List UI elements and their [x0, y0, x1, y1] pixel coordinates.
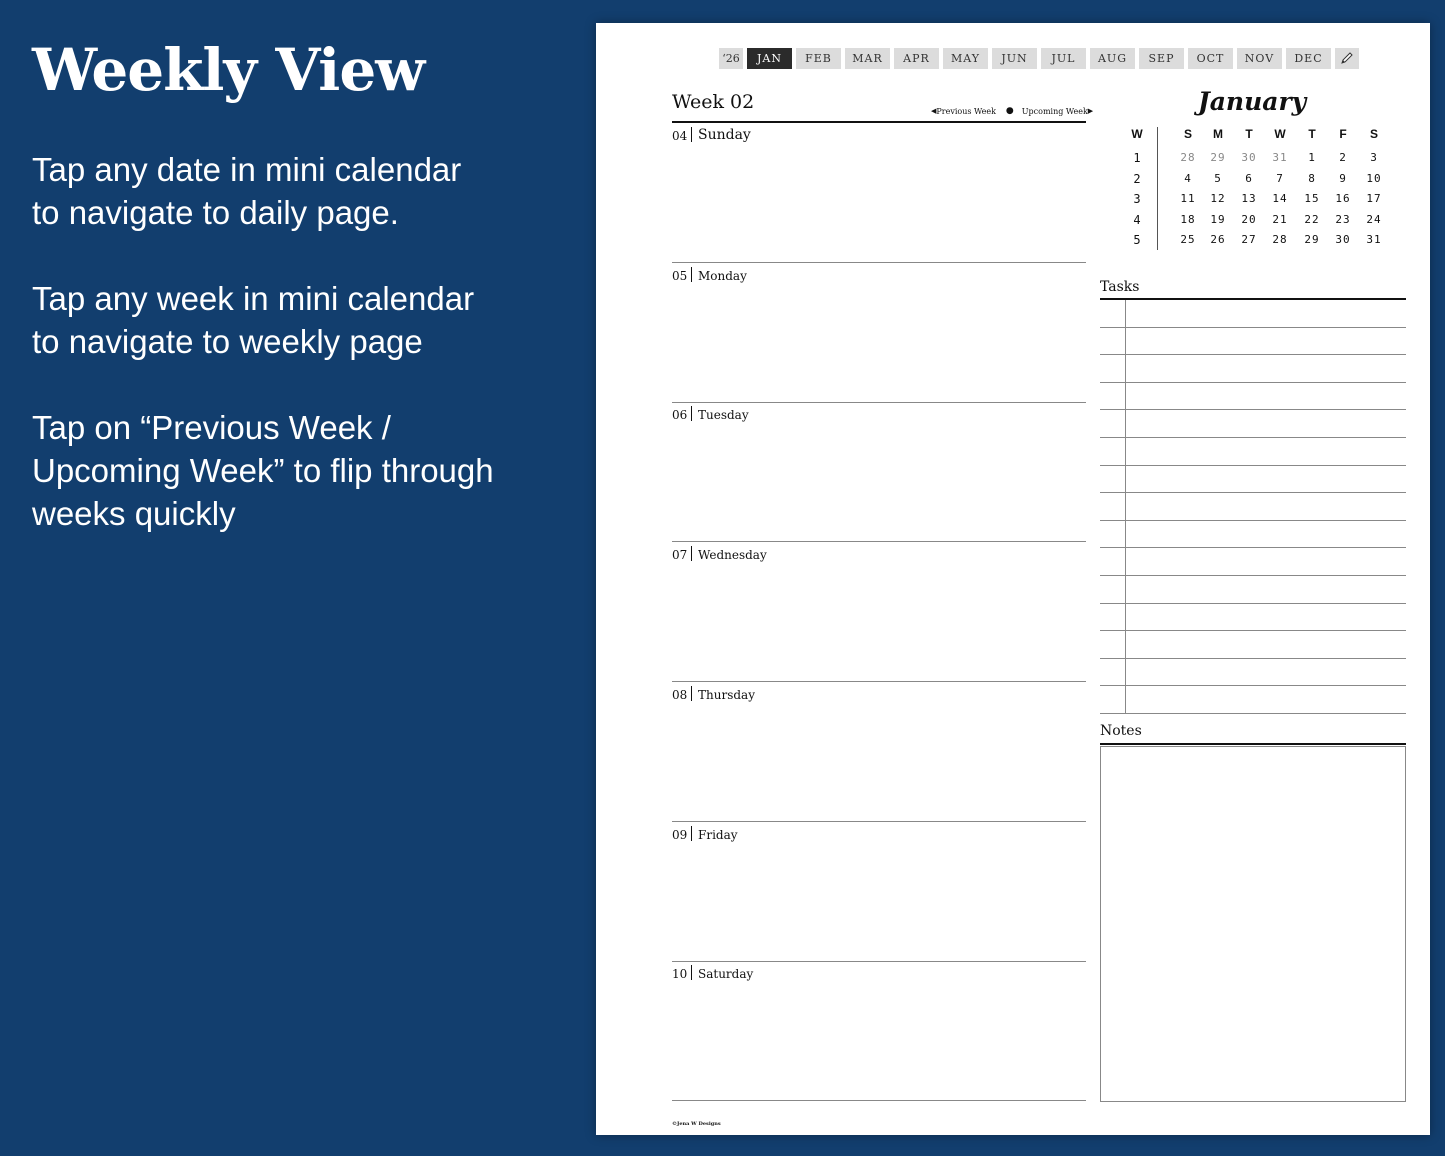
- mini-calendar-date[interactable]: 14: [1272, 192, 1288, 206]
- mini-calendar-date[interactable]: 5: [1214, 171, 1222, 185]
- task-row[interactable]: [1100, 604, 1406, 632]
- task-checkbox[interactable]: [1100, 548, 1126, 575]
- month-tab-nov[interactable]: NOV: [1237, 48, 1282, 69]
- tasks-list: [1100, 300, 1406, 714]
- mini-calendar-day-header: M: [1213, 127, 1223, 141]
- mini-calendar-date[interactable]: 11: [1180, 192, 1196, 206]
- mini-calendar-date[interactable]: 31: [1272, 151, 1288, 164]
- month-tabs: [719, 48, 1359, 69]
- task-row[interactable]: [1100, 383, 1406, 411]
- mini-calendar-day-header: S: [1183, 127, 1192, 141]
- day-section[interactable]: [672, 402, 1086, 542]
- mini-calendar-date[interactable]: 29: [1304, 233, 1320, 247]
- month-tab-oct[interactable]: OCT: [1188, 48, 1233, 69]
- mini-calendar-date[interactable]: 20: [1241, 212, 1257, 226]
- notes-title: Notes: [1100, 723, 1142, 739]
- week-title: Week 02: [672, 91, 755, 113]
- task-row[interactable]: [1100, 438, 1406, 466]
- week-navigation: [931, 106, 1093, 116]
- day-section[interactable]: [672, 682, 1086, 822]
- mini-calendar-date[interactable]: 6: [1245, 171, 1253, 185]
- mini-calendar-date[interactable]: 22: [1304, 212, 1320, 226]
- task-checkbox[interactable]: [1100, 300, 1126, 327]
- day-divider: [691, 826, 692, 841]
- mini-calendar-date[interactable]: 13: [1241, 192, 1257, 206]
- day-divider: [691, 686, 692, 701]
- task-checkbox[interactable]: [1100, 328, 1126, 355]
- mini-calendar-date[interactable]: 24: [1366, 212, 1382, 226]
- day-section[interactable]: [672, 263, 1086, 403]
- mini-calendar-date[interactable]: 28: [1180, 151, 1196, 164]
- mini-calendar-date[interactable]: 18: [1180, 212, 1196, 226]
- day-section[interactable]: [672, 123, 1086, 263]
- day-name: Sunday: [698, 127, 751, 143]
- pencil-icon[interactable]: [1335, 48, 1359, 69]
- mini-calendar-date[interactable]: 8: [1308, 171, 1316, 185]
- notes-rule: [1100, 743, 1406, 745]
- task-row[interactable]: [1100, 300, 1406, 328]
- mini-calendar-date[interactable]: 28: [1272, 233, 1288, 247]
- month-tab-mar[interactable]: MAR: [845, 48, 890, 69]
- mini-calendar-date[interactable]: 12: [1210, 192, 1226, 206]
- mini-calendar-date[interactable]: 1: [1308, 151, 1316, 164]
- mini-calendar-date[interactable]: 17: [1366, 192, 1382, 206]
- day-number: 08: [672, 687, 688, 702]
- mini-calendar-date[interactable]: 29: [1210, 151, 1226, 164]
- month-tab-feb[interactable]: FEB: [796, 48, 841, 69]
- day-name: Monday: [698, 268, 747, 283]
- task-row[interactable]: [1100, 631, 1406, 659]
- task-row[interactable]: [1100, 410, 1406, 438]
- mini-calendar-date[interactable]: 19: [1210, 212, 1226, 226]
- task-checkbox[interactable]: [1100, 686, 1126, 713]
- mini-calendar-date[interactable]: 15: [1304, 192, 1320, 206]
- mini-calendar-date[interactable]: 4: [1184, 171, 1192, 185]
- mini-calendar-date[interactable]: 30: [1241, 151, 1257, 164]
- day-name: Friday: [698, 827, 738, 842]
- mini-calendar-date[interactable]: 7: [1276, 171, 1284, 185]
- task-checkbox[interactable]: [1100, 383, 1126, 410]
- task-checkbox[interactable]: [1100, 631, 1126, 658]
- mini-calendar-date[interactable]: 21: [1272, 212, 1288, 226]
- month-tab-jul[interactable]: JUL: [1041, 48, 1086, 69]
- day-name: Tuesday: [698, 408, 749, 423]
- task-row[interactable]: [1100, 548, 1406, 576]
- mini-calendar-month[interactable]: January: [1197, 87, 1307, 116]
- task-row[interactable]: [1100, 686, 1406, 714]
- promo-title: Weekly View: [32, 36, 425, 104]
- task-row[interactable]: [1100, 576, 1406, 604]
- day-divider: [691, 267, 692, 282]
- mini-calendar-date[interactable]: 25: [1180, 233, 1196, 247]
- mini-calendar-divider: [1157, 127, 1158, 250]
- day-divider: [691, 127, 692, 142]
- day-number: 10: [672, 967, 688, 982]
- task-checkbox[interactable]: [1100, 466, 1126, 493]
- task-checkbox[interactable]: [1100, 604, 1126, 631]
- mini-calendar-date[interactable]: 30: [1335, 233, 1351, 247]
- promo-paragraph-2: Tap any week in mini calendar to navigate to weekly page: [32, 280, 475, 360]
- promo-paragraph-3: Tap on “Previous Week / Upcoming Week” to flip through weeks quickly: [32, 409, 494, 532]
- month-tab-may[interactable]: MAY: [943, 48, 988, 69]
- year-tab[interactable]: ‘26: [719, 48, 743, 69]
- task-row[interactable]: [1100, 521, 1406, 549]
- mini-calendar-date[interactable]: 31: [1366, 233, 1382, 247]
- task-row[interactable]: [1100, 328, 1406, 356]
- day-divider: [691, 965, 692, 980]
- mini-calendar-date[interactable]: 10: [1366, 171, 1382, 185]
- mini-calendar-week-number[interactable]: 2: [1133, 171, 1141, 186]
- month-tab-sep[interactable]: SEP: [1139, 48, 1184, 69]
- day-number: 09: [672, 827, 688, 842]
- mini-calendar-week-number[interactable]: 4: [1133, 212, 1141, 227]
- month-tab-dec[interactable]: DEC: [1286, 48, 1331, 69]
- mini-calendar-day-header: F: [1339, 127, 1347, 141]
- day-name: Thursday: [698, 687, 755, 702]
- mini-calendar-week-header: W: [1131, 127, 1143, 141]
- day-number: 07: [672, 548, 688, 563]
- previous-week-link[interactable]: Previous Week: [936, 106, 996, 116]
- task-checkbox[interactable]: [1100, 659, 1126, 686]
- dot-separator-icon: ●: [1005, 106, 1014, 116]
- task-checkbox[interactable]: [1100, 576, 1126, 603]
- mini-calendar-day-header: S: [1369, 127, 1378, 141]
- task-checkbox[interactable]: [1100, 493, 1126, 520]
- day-number: 06: [672, 408, 688, 423]
- mini-calendar-day-header: T: [1245, 127, 1253, 141]
- task-checkbox[interactable]: [1100, 355, 1126, 382]
- month-tab-aug[interactable]: AUG: [1090, 48, 1135, 69]
- mini-calendar-week-number[interactable]: 3: [1133, 192, 1141, 207]
- task-row[interactable]: [1100, 466, 1406, 494]
- mini-calendar-date[interactable]: 16: [1335, 192, 1351, 206]
- notes-area[interactable]: [1100, 746, 1406, 1102]
- day-section[interactable]: [672, 542, 1086, 682]
- tasks-title: Tasks: [1100, 279, 1140, 295]
- mini-calendar-date[interactable]: 23: [1335, 212, 1351, 226]
- day-section[interactable]: [672, 961, 1086, 1101]
- task-checkbox[interactable]: [1100, 410, 1126, 437]
- mini-calendar-date[interactable]: 9: [1339, 171, 1347, 185]
- day-name: Wednesday: [698, 548, 767, 563]
- mini-calendar-week-number[interactable]: 5: [1133, 233, 1141, 248]
- mini-calendar-day-header: T: [1308, 127, 1316, 141]
- day-section[interactable]: [672, 822, 1086, 962]
- day-divider: [691, 546, 692, 561]
- mini-calendar-week-number[interactable]: 1: [1133, 151, 1141, 165]
- triangle-left-icon: ◀: [931, 107, 937, 115]
- triangle-right-icon: ▶: [1087, 107, 1094, 115]
- upcoming-week-link[interactable]: Upcoming Week: [1021, 106, 1088, 116]
- month-tab-jun[interactable]: JUN: [992, 48, 1037, 69]
- day-number: 04: [672, 129, 688, 143]
- day-name: Saturday: [698, 967, 754, 982]
- promo-paragraph-1: Tap any date in mini calendar to navigate to daily page.: [32, 151, 462, 231]
- month-tab-jan[interactable]: JAN: [747, 48, 792, 69]
- mini-calendar-date[interactable]: 3: [1370, 151, 1378, 164]
- planner-page: [596, 23, 1430, 1135]
- task-checkbox[interactable]: [1100, 521, 1126, 548]
- task-checkbox[interactable]: [1100, 438, 1126, 465]
- task-row[interactable]: [1100, 355, 1406, 383]
- mini-calendar-day-header: W: [1274, 127, 1286, 141]
- task-row[interactable]: [1100, 659, 1406, 687]
- mini-calendar-date[interactable]: 26: [1210, 233, 1226, 247]
- task-row[interactable]: [1100, 493, 1406, 521]
- day-number: 05: [672, 268, 688, 283]
- footer-credit: ©Jena W Designs: [672, 1121, 721, 1127]
- day-rule: [672, 1100, 1086, 1101]
- mini-calendar-date[interactable]: 27: [1241, 233, 1257, 247]
- day-divider: [691, 406, 692, 421]
- mini-calendar-date[interactable]: 2: [1339, 151, 1347, 164]
- month-tab-apr[interactable]: APR: [894, 48, 939, 69]
